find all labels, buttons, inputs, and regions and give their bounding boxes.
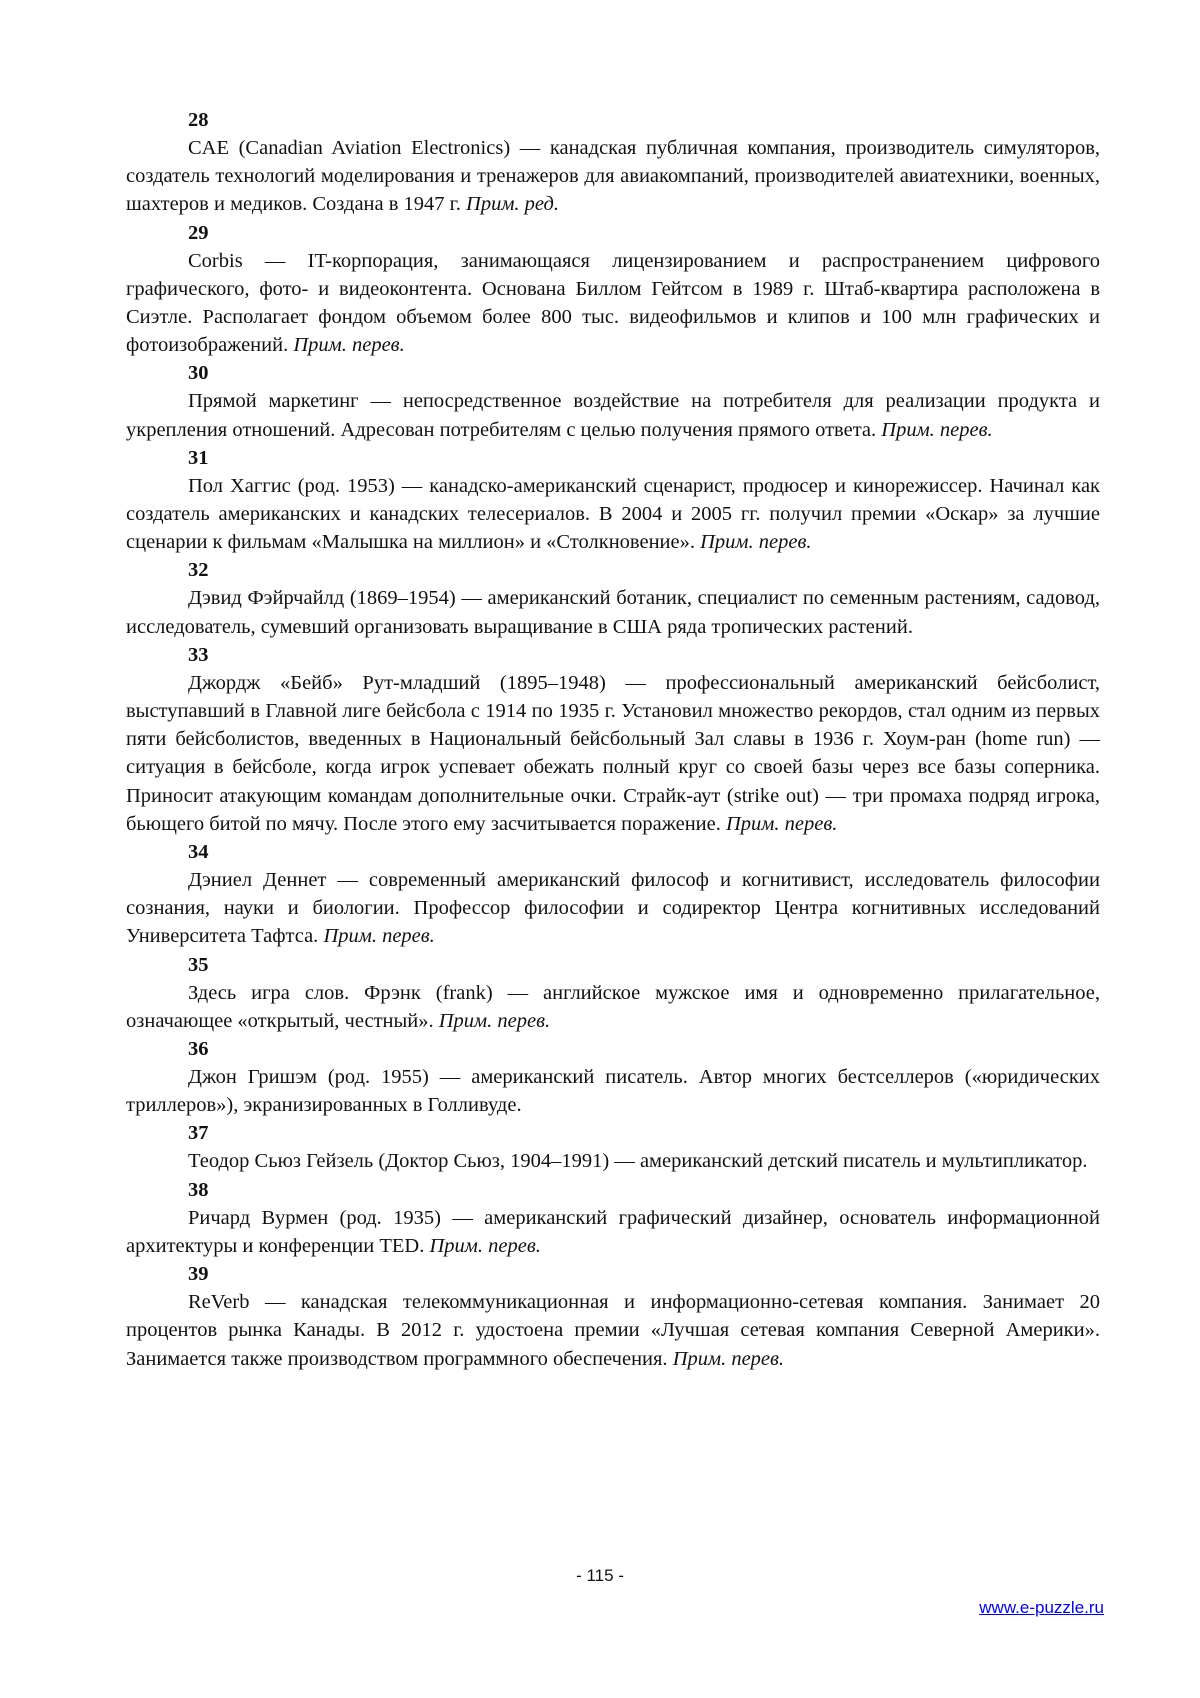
footnote-text: Corbis — IT-корпорация, занимающаяся лицензированием и распространением цифрового графического, фото- и видеоконтента. Основана Биллом Гейтсом в 1989 г. Штаб-квартира расположена в Сиэтле. Располагает фондом объемом более 800 тыс. видеофильмов и клипов и 100 млн графических и фотоизображений. Прим. перев. <box>126 249 1100 357</box>
footnote-38 <box>126 1176 1100 1260</box>
footnote-29 <box>126 219 1100 360</box>
footnote-number: 36 <box>188 1038 209 1061</box>
footnote-number: 32 <box>188 559 209 582</box>
footnote-number: 28 <box>188 109 209 131</box>
footnote-39 <box>126 1260 1100 1373</box>
translator-remark: Прим. перев. <box>323 925 435 948</box>
footnote-number: 35 <box>188 953 209 976</box>
footnote-text: Пол Хаггис (род. 1953) — канадско-американский сценарист, продюсер и кинорежиссер. Начинал как создатель американских и канадских телесериалов. В 2004 и 2005 гг. получил премии «Оскар» за лучшие сценарии к фильмам «Малышка на миллион» и «Столкновение». Прим. перев. <box>126 474 1100 554</box>
footnote-28 <box>126 106 1100 219</box>
footnote-text: Прямой маркетинг — непосредственное воздействие на потребителя для реализации продукта и укрепления отношений. Адресован потребителям с целью получения прямого ответа. Прим. перев. <box>126 390 1100 441</box>
footnote-text: Теодор Сьюз Гейзель (Доктор Сьюз, 1904–1991) — американский детский писатель и мультипликатор. <box>188 1150 1088 1173</box>
translator-remark: Прим. перев. <box>672 1347 785 1370</box>
footnote-text: Ричард Вурмен (род. 1935) — американский графический дизайнер, основатель информационной архитектуры и конференции TED. Прим. перев. <box>126 1206 1100 1257</box>
footnote-number: 30 <box>188 362 209 385</box>
footnote-34 <box>126 838 1100 951</box>
footnote-30 <box>126 359 1100 443</box>
footnote-number: 34 <box>188 841 209 864</box>
translator-remark: Прим. перев. <box>438 1009 551 1032</box>
footnote-31 <box>126 444 1100 557</box>
translator-remark: Прим. перев. <box>429 1234 541 1257</box>
footnote-number: 39 <box>188 1263 209 1286</box>
translator-remark: Прим. перев. <box>881 418 993 441</box>
translator-remark: Прим. перев. <box>293 334 405 357</box>
footnote-36 <box>126 1035 1100 1119</box>
footnote-text: Дэниел Деннет — современный американский философ и когнитивист, исследователь философии сознания, науки и биологии. Профессор философии и содиректор Центра когнитивных исследований Университета Тафтса. Прим. перев. <box>126 869 1100 948</box>
footnote-32 <box>126 556 1100 640</box>
page-number: - 115 - <box>576 1566 624 1585</box>
footnote-text: Здесь игра слов. Фрэнк (frank) — английское мужское имя и одновременно прилагательное, означающее «открытый, честный». Прим. перев. <box>126 981 1100 1032</box>
site-link[interactable]: www.e-puzzle.ru <box>979 1598 1104 1617</box>
footnote-text: Джон Гришэм (род. 1955) — американский писатель. Автор многих бестселлеров («юридических триллеров»), экранизированных в Голливуде. <box>126 1066 1100 1117</box>
footnote-text: Дэвид Фэйрчайлд (1869–1954) — американский ботаник, специалист по семенным растениям, садовод, исследователь, сумевший организовать выращивание в США ряда тропических растений. <box>126 587 1100 638</box>
footnote-text: CAE (Canadian Aviation Electronics) — канадская публичная компания, производитель симуляторов, создатель технологий моделирования и тренажеров для авиакомпаний, производителей авиатехники, военных, шахтеров и медиков. Создана в 1947 г. Прим. ред. <box>126 137 1100 216</box>
translator-remark: Прим. перев. <box>726 812 838 835</box>
footnote-text: ReVerb — канадская телекоммуникационная и информационно-сетевая компания. Занимает 20 процентов рынка Канады. В 2012 г. удостоена премии «Лучшая сетевая компания Северной Америки». Занимается также производством программного обеспечения. Прим. перев. <box>126 1291 1100 1370</box>
footnotes-list <box>126 106 1100 1373</box>
footnote-33 <box>126 641 1100 838</box>
footnote-35 <box>126 951 1100 1035</box>
footnote-number: 33 <box>188 643 209 666</box>
footnote-text: Джордж «Бейб» Рут-младший (1895–1948) — профессиональный американский бейсболист, выступавший в Главной лиге бейсбола с 1914 по 1935 г. Установил множество рекордов, стал одним из первых пяти бейсболистов, введенных в Национальный бейсбольный Зал славы в 1936 г. Хоум-ран (home run) — ситуация в бейсболе, когда игрок успевает обежать полный круг со своей базы через все базы соперника. Приносит атакующим командам дополнительные очки. Страйк-аут (strike out) — три промаха подряд игрока, бьющего битой по мячу. После этого ему засчитывается поражение. Прим. перев. <box>126 671 1100 835</box>
translator-remark: Прим. перев. <box>700 531 812 554</box>
footnote-number: 31 <box>188 446 209 469</box>
footnote-number: 37 <box>188 1122 209 1145</box>
footnote-number: 29 <box>188 221 209 244</box>
footnote-37 <box>126 1119 1100 1175</box>
footnote-number: 38 <box>188 1178 209 1201</box>
editor-remark: Прим. ред. <box>466 193 560 216</box>
